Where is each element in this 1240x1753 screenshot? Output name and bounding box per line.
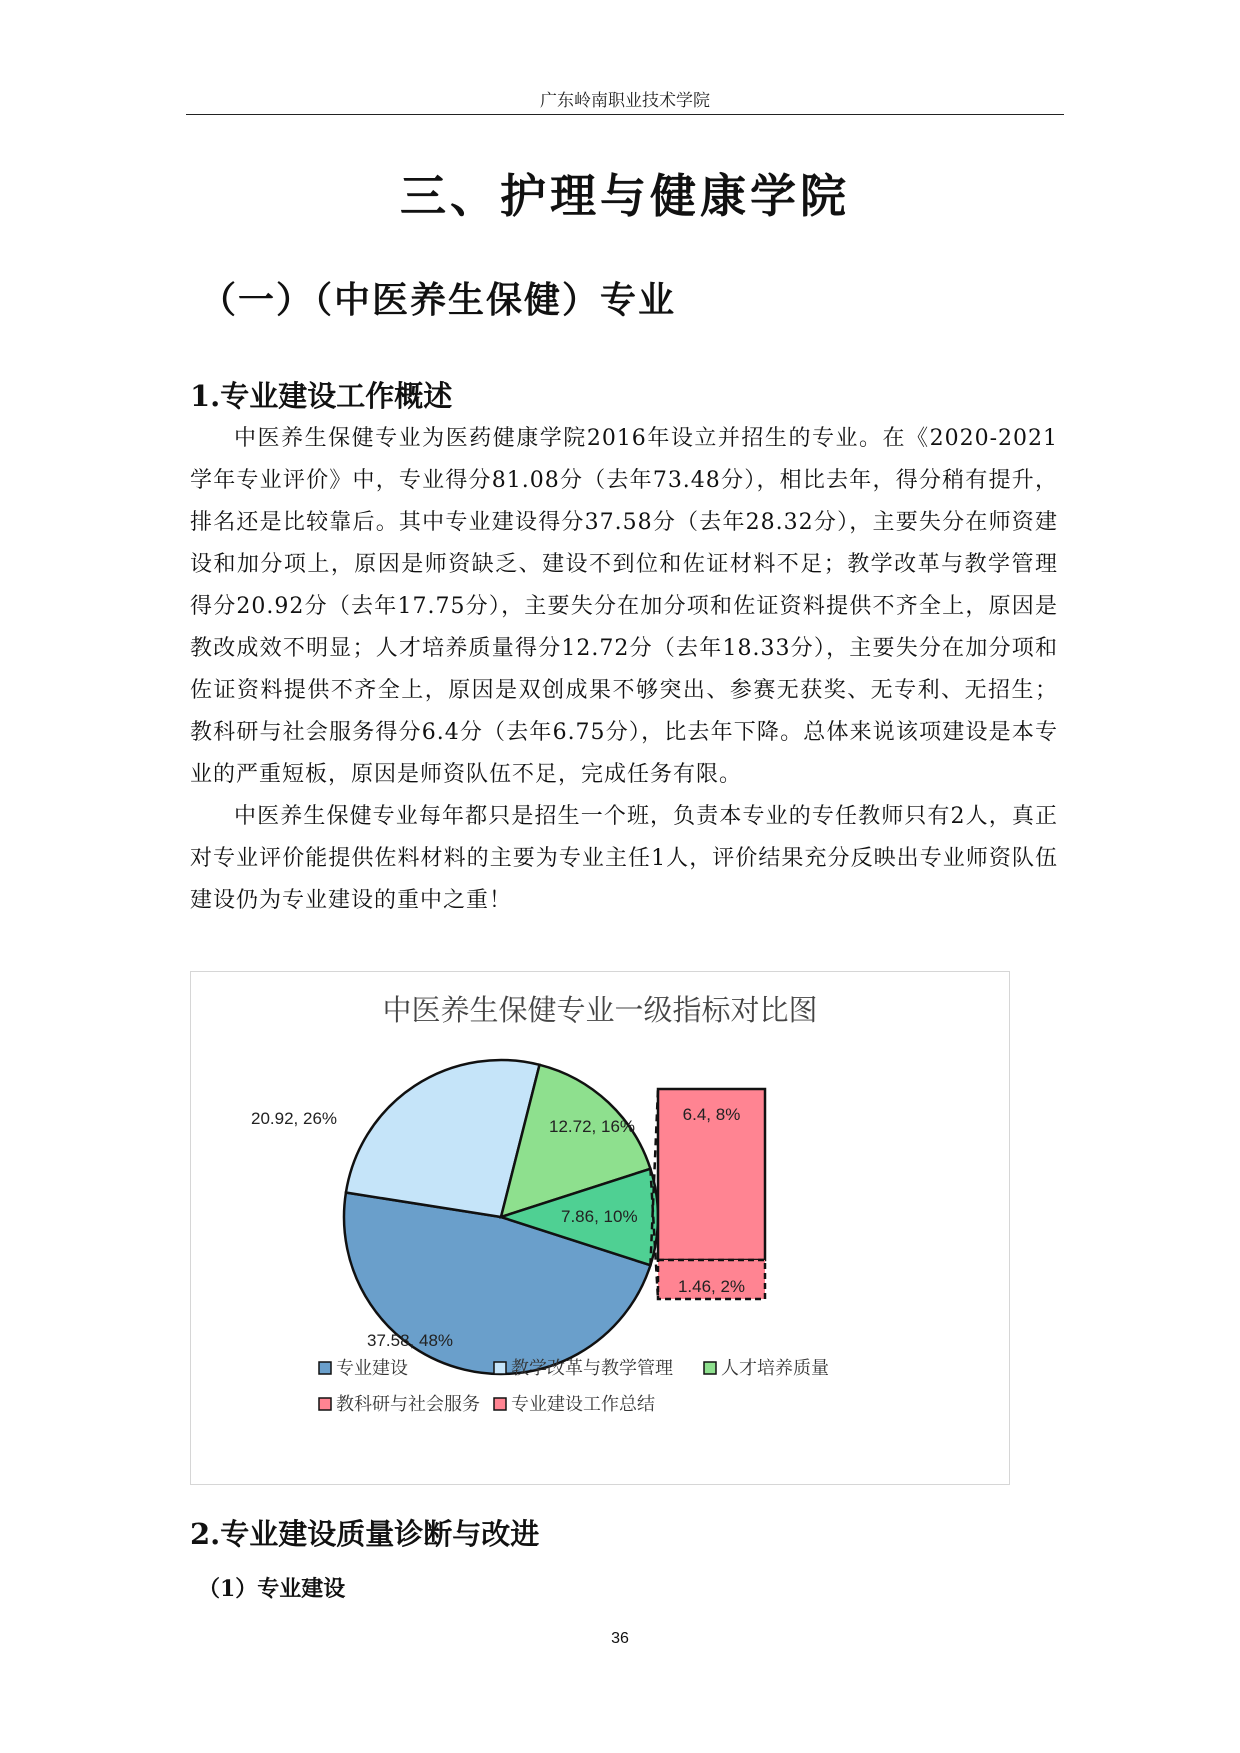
chart-title: 中医养生保健专业一级指标对比图 bbox=[382, 995, 818, 1027]
subsection-title: 1.专业建设工作概述 bbox=[190, 379, 453, 413]
legend-label: 专业建设工作总结 bbox=[511, 1394, 655, 1414]
legend-label: 人才培养质量 bbox=[721, 1358, 829, 1378]
page-number: 36 bbox=[611, 1630, 629, 1647]
chapter-title: 三、护理与健康学院 bbox=[400, 169, 850, 223]
paragraph: 中医养生保健专业为医药健康学院2016年设立并招生的专业。在《2020-2021学年专业评价》中，专业得分81.08分（去年73.48分），相比去年，得分稍有提升，排名还是比较靠后。其中专业建设得分37.58分（去年28.32分），主要失分在师资建设和加分项上，原因是师资缺乏、建设不到位和佐证材料不足；教学改革与教学管理得分20.92分（去年17.75分），主要失分在加分项和佐证资料提供不齐全上，原因是教改成效不明显；人才培养质量得分12.72分（去年18.33分），主要失分在加分项和佐证资料提供不齐全上，原因是双创成果不够突出、参赛无获奖、无专利、无招生；教科研与社会服务得分6.4分（去年6.75分），比去年下降。总体来说该项建设是本专业的严重短板，原因是师资队伍不足，完成任务有限。 bbox=[190, 426, 1058, 787]
legend-swatch bbox=[319, 1398, 331, 1410]
paragraph: 中医养生保健专业每年都只是招生一个班，负责本专业的专任教师只有2人，真正对专业评价能提供佐料材料的主要为专业主任1人，评价结果充分反映出专业师资队伍建设仍为专业建设的重中之重！ bbox=[190, 804, 1058, 913]
body-text bbox=[190, 418, 1058, 922]
section-title: （一）（中医养生保健）专业 bbox=[200, 279, 677, 321]
data-label: 1.46, 2% bbox=[677, 1277, 746, 1296]
subsection-title: 2.专业建设质量诊断与改进 bbox=[190, 1517, 540, 1551]
data-label: 12.72, 16% bbox=[549, 1117, 636, 1136]
chart-canvas bbox=[191, 972, 1009, 1484]
legend-swatch bbox=[319, 1362, 331, 1374]
legend-label: 教科研与社会服务 bbox=[336, 1394, 480, 1414]
header-rule bbox=[186, 114, 1064, 115]
legend-swatch bbox=[494, 1398, 506, 1410]
data-label: 37.58, 48% bbox=[367, 1331, 454, 1350]
data-label: 20.92, 26% bbox=[251, 1109, 338, 1128]
page-header: 广东岭南职业技术学院 bbox=[540, 91, 710, 111]
legend-label: 专业建设 bbox=[336, 1358, 408, 1378]
legend-swatch bbox=[704, 1362, 716, 1374]
data-label: 6.4, 8% bbox=[682, 1105, 741, 1124]
minor-title: （1）专业建设 bbox=[198, 1576, 346, 1602]
data-label: 7.86, 10% bbox=[561, 1207, 638, 1226]
legend-label: 教学改革与教学管理 bbox=[511, 1358, 673, 1378]
legend-swatch bbox=[494, 1362, 506, 1374]
pie-chart bbox=[190, 971, 1010, 1485]
